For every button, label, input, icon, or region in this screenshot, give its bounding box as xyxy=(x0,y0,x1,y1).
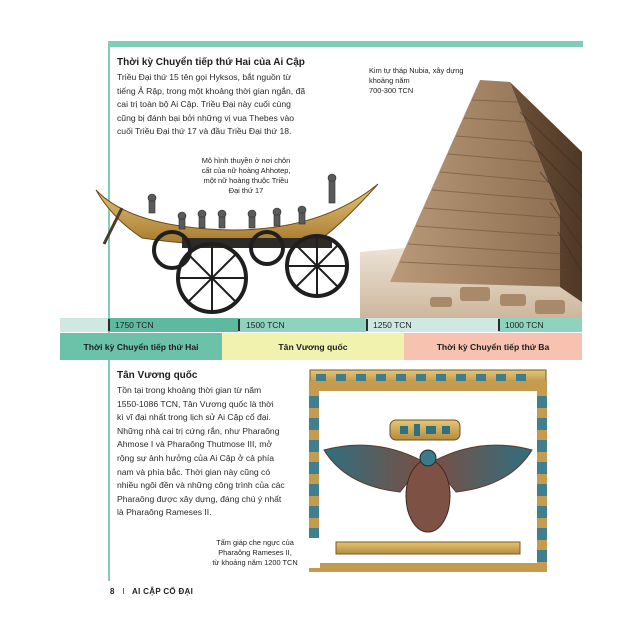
nubian-pyramid-image xyxy=(360,72,582,318)
timeline-label: 1750 TCN xyxy=(115,320,154,330)
section1-title: Thời kỳ Chuyển tiếp thứ Hai của Ai Cập xyxy=(117,57,305,68)
section1-line: cai trị toàn bộ Ai Cập. Triều Đại này cuối cùng xyxy=(117,99,291,110)
caption-line: một nữ hoàng thuộc Triều xyxy=(203,176,289,185)
timeline-label: 1000 TCN xyxy=(505,320,544,330)
section1-line: cũng bị đánh bại bởi những vị vua Thebes vào xyxy=(117,112,295,123)
section2-title: Tân Vương quốc xyxy=(117,370,198,381)
timeline-tick xyxy=(498,319,500,331)
caption-line: cất của nữ hoàng Ahhotep, xyxy=(201,166,291,175)
timeline-tick xyxy=(366,319,368,331)
timeline-tick xyxy=(238,319,240,331)
section2-line: nhiều ngôi đền và những công trình của các xyxy=(117,480,285,491)
caption-line: khoảng năm xyxy=(369,76,410,85)
timeline-label: 1500 TCN xyxy=(246,320,285,330)
timeline-label: 1250 TCN xyxy=(373,320,412,330)
caption-line: Kim tự tháp Nubia, xây dựng xyxy=(369,66,464,75)
era-second-intermediate xyxy=(60,333,222,360)
caption-line: Mô hình thuyền ở nơi chôn xyxy=(201,156,291,165)
era-label: Tân Vương quốc xyxy=(278,341,348,352)
page-footer xyxy=(110,587,193,596)
section2-line: rộng sự ảnh hưởng của Ai Cập ở cả phía xyxy=(117,452,275,463)
caption-line: Đại thứ 17 xyxy=(228,186,264,195)
timeline-bar xyxy=(60,318,582,332)
caption-line: từ khoảng năm 1200 TCN xyxy=(212,558,298,567)
footer-separator: I xyxy=(122,587,125,596)
section1-line: cuối Triều Đại thứ 17 và đầu Triều Đại thứ 18. xyxy=(117,126,292,137)
section2-line: Pharaông được xây dựng, đáng chú ý nhất xyxy=(117,493,282,504)
era-third-intermediate xyxy=(404,333,582,360)
section1-line: tiếng Ả Rập, trong một khoảng thời gian ngắn, đã xyxy=(117,85,306,96)
section2-line: nam và phía bắc. Thời gian này cũng có xyxy=(117,466,271,477)
section2-line: kì vĩ đại nhất trong lịch sử Ai Cập cổ đại. xyxy=(117,412,271,423)
section1-line: Triều Đại thứ 15 tên gọi Hyksos, bắt nguồn từ xyxy=(117,72,292,82)
section2-line: 1550-1086 TCN, Tân Vương quốc là thời xyxy=(117,398,274,409)
timeline-tick xyxy=(108,319,110,331)
section2-line: Ahmose I và Pharaông Thutmose III, mở xyxy=(117,439,272,450)
era-label: Thời kỳ Chuyển tiếp thứ Hai xyxy=(83,341,199,352)
section2-line: Tồn tại trong khoảng thời gian từ năm xyxy=(117,385,262,395)
era-new-kingdom xyxy=(222,333,404,360)
section2-line: là Pharaông Rameses II. xyxy=(117,507,212,518)
rameses-pectoral-image xyxy=(306,366,554,572)
pectoral-caption xyxy=(190,538,320,568)
ahhotep-boat-model-image xyxy=(92,168,382,320)
section2-body xyxy=(117,384,313,520)
top-accent-bar xyxy=(110,41,583,47)
section1-body xyxy=(117,71,367,139)
era-label: Thời kỳ Chuyển tiếp thứ Ba xyxy=(436,341,550,352)
caption-line: Pharaông Rameses II, xyxy=(218,548,292,557)
book-title: AI CẬP CỔ ĐẠI xyxy=(132,587,194,596)
page-number: 8 xyxy=(110,587,115,596)
caption-line: Tấm giáp che ngực của xyxy=(216,538,294,547)
section2-line: Những nhà cai trị cứng rắn, như Pharaông xyxy=(117,425,280,436)
caption-line: 700-300 TCN xyxy=(369,86,414,95)
pyramid-caption xyxy=(369,66,464,96)
